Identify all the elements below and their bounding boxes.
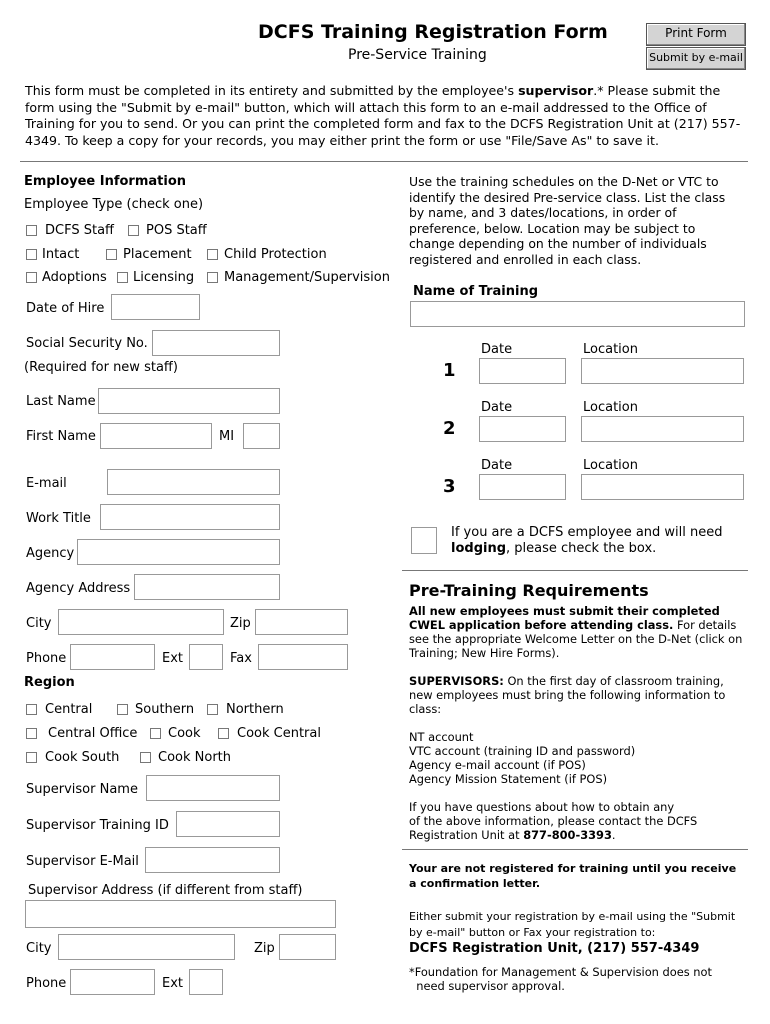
supervisors-line-3: class: xyxy=(409,702,442,716)
ext-input[interactable] xyxy=(189,644,223,670)
questions-prefix: Registration Unit at xyxy=(409,828,524,842)
email-input[interactable] xyxy=(107,469,280,495)
requirement-item: VTC account (training ID and password) xyxy=(409,744,636,758)
zip-label: Zip xyxy=(230,616,251,631)
supervisor-phone-label: Phone xyxy=(26,976,67,991)
label-placement: Placement xyxy=(123,247,192,262)
supervisors-line-2: new employees must bring the following information to xyxy=(409,688,726,702)
employee-type-label: Employee Type (check one) xyxy=(24,197,204,212)
first-name-input[interactable] xyxy=(100,423,212,449)
checkbox-cook[interactable] xyxy=(150,728,161,739)
checkbox-licensing[interactable] xyxy=(117,272,128,283)
work-title-input[interactable] xyxy=(100,504,280,530)
label-cook-north: Cook North xyxy=(158,750,232,765)
requirements-bold-2: CWEL application before attending class. xyxy=(409,618,674,632)
first-name-label: First Name xyxy=(26,429,96,444)
ssn-note: (Required for new staff) xyxy=(24,360,178,375)
either-line-1: Either submit your registration by e-mail using the "Submit xyxy=(409,910,736,923)
lodging-text-line1: If you are a DCFS employee and will need xyxy=(451,525,723,540)
location-label-3: Location xyxy=(583,458,638,473)
last-name-label: Last Name xyxy=(26,394,96,409)
label-southern: Southern xyxy=(135,702,195,717)
ext-label: Ext xyxy=(162,651,184,666)
questions-line-3 xyxy=(409,828,616,842)
requirement-item: NT account xyxy=(409,730,474,744)
email-label: E-mail xyxy=(26,476,67,491)
checkbox-northern[interactable] xyxy=(207,704,218,715)
checkbox-cook-south[interactable] xyxy=(26,752,37,763)
not-registered-1: Your are not registered for training until you receive xyxy=(409,862,737,875)
requirements-details-1: see the appropriate Welcome Letter on the D-Net (click on xyxy=(409,632,743,646)
label-adoptions: Adoptions xyxy=(42,270,107,285)
preference-number-3: 3 xyxy=(443,476,456,497)
requirement-item: Agency e-mail account (if POS) xyxy=(409,758,586,772)
supervisor-zip-label: Zip xyxy=(254,941,275,956)
checkbox-intact[interactable] xyxy=(26,249,37,260)
requirements-details-2: Training; New Hire Forms). xyxy=(409,646,560,660)
location-input-3[interactable] xyxy=(581,474,744,500)
label-intact: Intact xyxy=(42,247,80,262)
fax-label: Fax xyxy=(230,651,252,666)
lodging-tail: , please check the box. xyxy=(506,541,657,556)
foundation-note-2: need supervisor approval. xyxy=(409,979,565,993)
intro-text-2: .* Please submit the form using the "Submit by e-mail" button, which will attach this form to an e-mail addressed to the Office of Training for you to send. Or you can print the completed form and fax to the DCFS Registration Unit at (217) 557-4349. To keep a copy for your records, you may either print the form or use "File/Save As" to save it. xyxy=(25,83,741,148)
date-of-hire-label: Date of Hire xyxy=(26,301,105,316)
city-label: City xyxy=(26,616,52,631)
work-title-label: Work Title xyxy=(26,511,91,526)
ssn-input[interactable] xyxy=(152,330,280,356)
location-label-2: Location xyxy=(583,400,638,415)
agency-label: Agency xyxy=(26,546,75,561)
intro-paragraph xyxy=(25,83,745,149)
date-label-2: Date xyxy=(481,400,513,415)
preference-number-2: 2 xyxy=(443,418,456,439)
supervisor-address-input[interactable] xyxy=(25,900,336,928)
checkbox-child-protection[interactable] xyxy=(207,249,218,260)
form-title: DCFS Training Registration Form xyxy=(258,21,608,43)
checkbox-management[interactable] xyxy=(207,272,218,283)
agency-address-input[interactable] xyxy=(134,574,280,600)
lodging-text-line2 xyxy=(451,541,656,556)
intro-supervisor: supervisor xyxy=(518,83,594,98)
divider xyxy=(402,849,748,850)
label-management: Management/Supervision xyxy=(224,270,390,285)
requirements-bold-1: All new employees must submit their completed xyxy=(409,604,720,618)
label-licensing: Licensing xyxy=(133,270,195,285)
foundation-note-1: *Foundation for Management & Supervision does not xyxy=(409,965,712,979)
checkbox-cook-central[interactable] xyxy=(218,728,229,739)
agency-address-label: Agency Address xyxy=(26,581,131,596)
label-child-protection: Child Protection xyxy=(224,247,327,262)
label-northern: Northern xyxy=(226,702,284,717)
supervisor-city-input[interactable] xyxy=(58,934,235,960)
divider xyxy=(402,570,748,571)
date-label-3: Date xyxy=(481,458,513,473)
requirements-heading: Pre-Training Requirements xyxy=(409,581,649,600)
city-input[interactable] xyxy=(58,609,224,635)
supervisor-email-label: Supervisor E-Mail xyxy=(26,854,139,869)
training-instructions: Use the training schedules on the D-Net or VTC to identify the desired Pre-service class. List the class by name, and 3 dates/locations, in order of preference, below. Location may be subject to change depending on the number of individuals registered and enrolled in each class. xyxy=(409,174,726,267)
supervisor-phone-input[interactable] xyxy=(70,969,155,995)
name-of-training-input[interactable] xyxy=(410,301,745,327)
supervisor-ext-label: Ext xyxy=(162,976,184,991)
date-input-1[interactable] xyxy=(479,358,566,384)
label-cook-central: Cook Central xyxy=(237,726,321,741)
checkbox-southern[interactable] xyxy=(117,704,128,715)
name-of-training-label: Name of Training xyxy=(413,284,539,299)
checkbox-dcfs-staff[interactable] xyxy=(26,225,37,236)
label-cook-south: Cook South xyxy=(45,750,120,765)
print-form-button[interactable]: Print Form xyxy=(646,23,746,46)
submit-email-button[interactable]: Submit by e-mail xyxy=(646,47,746,70)
location-label-1: Location xyxy=(583,342,638,357)
preference-number-1: 1 xyxy=(443,360,456,381)
phone-input[interactable] xyxy=(70,644,155,670)
requirements-details-tail: For details xyxy=(673,618,737,632)
supervisor-address-label: Supervisor Address (if different from staff) xyxy=(28,883,303,898)
divider xyxy=(20,161,748,162)
requirements-line-2 xyxy=(409,618,736,632)
registration-phone: 877-800-3393 xyxy=(523,828,612,842)
last-name-input[interactable] xyxy=(98,388,280,414)
lodging-bold: lodging xyxy=(451,541,507,556)
date-label-1: Date xyxy=(481,342,513,357)
checkbox-placement[interactable] xyxy=(106,249,117,260)
label-pos-staff: POS Staff xyxy=(146,223,207,238)
supervisor-name-input[interactable] xyxy=(146,775,280,801)
employee-heading: Employee Information xyxy=(24,174,187,189)
checkbox-central-office[interactable] xyxy=(26,728,37,739)
mi-input[interactable] xyxy=(243,423,280,449)
questions-line-1: If you have questions about how to obtain any xyxy=(409,800,675,814)
questions-suffix: . xyxy=(611,828,616,842)
requirement-item: Agency Mission Statement (if POS) xyxy=(409,772,608,786)
checkbox-central[interactable] xyxy=(26,704,37,715)
zip-input[interactable] xyxy=(255,609,348,635)
supervisor-city-label: City xyxy=(26,941,52,956)
either-line-2: by e-mail" button or Fax your registration to: xyxy=(409,926,656,939)
checkbox-pos-staff[interactable] xyxy=(128,225,139,236)
mi-label: MI xyxy=(219,429,235,444)
location-input-2[interactable] xyxy=(581,416,744,442)
supervisors-tail: On the first day of classroom training, xyxy=(503,674,724,688)
phone-label: Phone xyxy=(26,651,67,666)
questions-line-2: of the above information, please contact the DCFS xyxy=(409,814,698,828)
fax-input[interactable] xyxy=(258,644,348,670)
ssn-label: Social Security No. xyxy=(26,336,148,351)
region-heading: Region xyxy=(24,675,75,690)
supervisor-training-id-label: Supervisor Training ID xyxy=(26,818,169,833)
label-central-office: Central Office xyxy=(48,726,138,741)
label-cook: Cook xyxy=(168,726,201,741)
supervisors-line xyxy=(409,674,724,688)
label-central: Central xyxy=(45,702,93,717)
checkbox-adoptions[interactable] xyxy=(26,272,37,283)
intro-text-1: This form must be completed in its entirety and submitted by the employee's xyxy=(25,83,519,98)
date-of-hire-input[interactable] xyxy=(111,294,200,320)
not-registered-2: a confirmation letter. xyxy=(409,877,541,890)
supervisor-email-input[interactable] xyxy=(145,847,280,873)
location-input-1[interactable] xyxy=(581,358,744,384)
lodging-checkbox[interactable] xyxy=(411,527,437,554)
agency-input[interactable] xyxy=(77,539,280,565)
supervisors-bold: SUPERVISORS: xyxy=(409,674,504,688)
supervisor-training-id-input[interactable] xyxy=(176,811,280,837)
date-input-2[interactable] xyxy=(479,416,566,442)
date-input-3[interactable] xyxy=(479,474,566,500)
form-subtitle: Pre-Service Training xyxy=(348,47,487,63)
label-dcfs-staff: DCFS Staff xyxy=(45,223,114,238)
supervisor-zip-input[interactable] xyxy=(279,934,336,960)
supervisor-ext-input[interactable] xyxy=(189,969,223,995)
checkbox-cook-north[interactable] xyxy=(140,752,151,763)
unit-fax: DCFS Registration Unit, (217) 557-4349 xyxy=(409,941,700,956)
supervisor-name-label: Supervisor Name xyxy=(26,782,138,797)
